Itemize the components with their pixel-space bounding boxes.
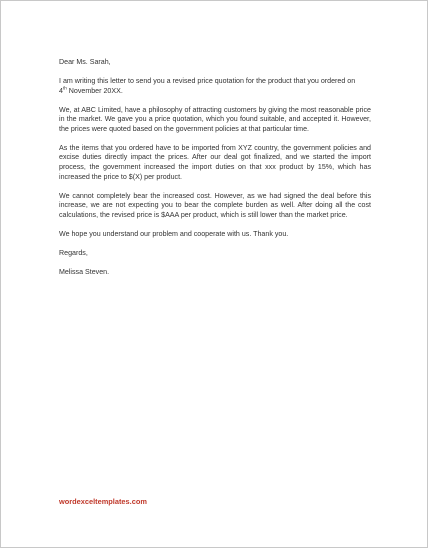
letter-body: [59, 58, 371, 287]
paragraph-1: [59, 77, 371, 96]
paragraph-1-date-day: 4: [59, 86, 63, 95]
paragraph-1-date-rest: November 20XX.: [66, 86, 123, 95]
paragraph-1-text: I am writing this letter to send you a revised price quotation for the product that you ordered on: [59, 76, 356, 85]
closing: Regards,: [59, 248, 88, 257]
watermark-text: wordexceltemplates.com: [59, 497, 147, 506]
signature: Melissa Steven.: [59, 267, 110, 276]
salutation: Dear Ms. Sarah,: [59, 58, 111, 66]
paragraph-5: We hope you understand our problem and cooperate with us. Thank you.: [59, 229, 289, 238]
paragraph-2: We, at ABC Limited, have a philosophy of attracting customers by giving the most reasonable price in the market. We gave you a price quotation, which you found suitable, and accepted it. However, the prices were quoted based on the government policies at that particular time.: [59, 105, 371, 133]
paragraph-3: As the items that you ordered have to be imported from XYZ country, the government policies and excise duties directly impact the prices. After our deal got finalized, and we started the import process, the government increased the import duties on that xxx product by 15%, which has increased the price to $(X) per product.: [59, 143, 371, 181]
paragraph-1-date-suffix: th: [62, 85, 67, 91]
paragraph-4: We cannot completely bear the increased cost. However, as we had signed the deal before this increase, we are not expecting you to bear the complete burden as well. After doing all the cost calculations, the revised price is $AAA per product, which is still lower than the market price.: [59, 191, 371, 219]
